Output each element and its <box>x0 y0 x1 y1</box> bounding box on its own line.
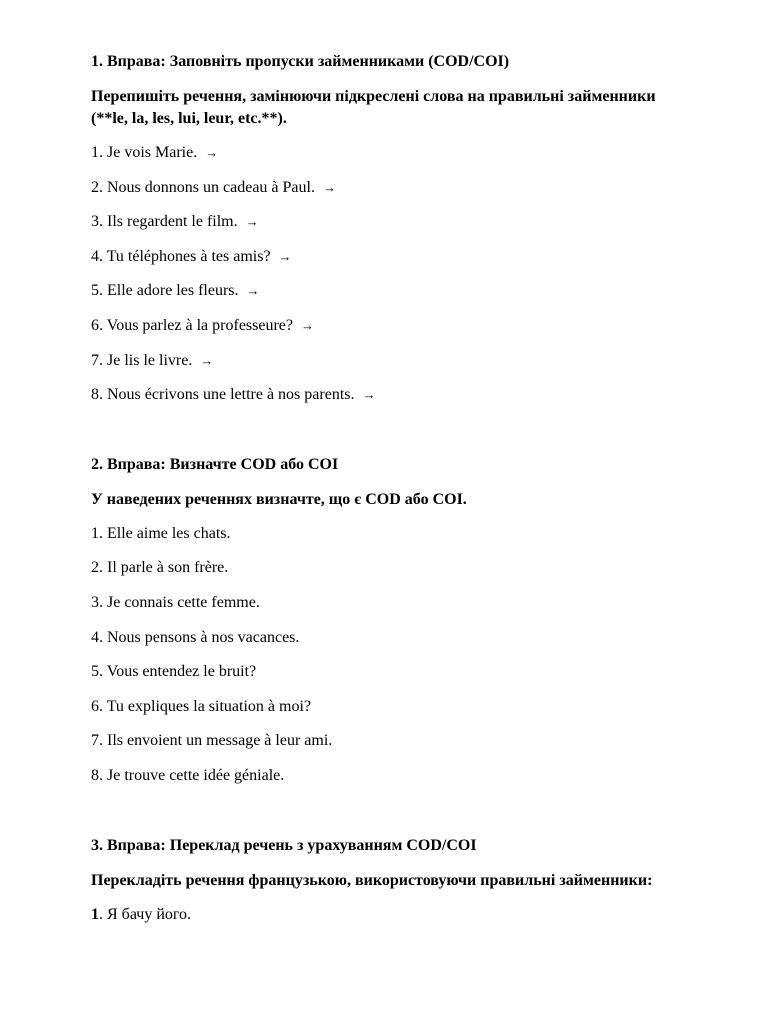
section-spacer <box>91 419 691 454</box>
exercise-2-item: 3. Je connais cette femme. <box>91 593 260 611</box>
exercise-1-item <box>91 211 691 233</box>
sentence-text: 7. Je lis le livre. <box>91 351 193 369</box>
exercise-1-item <box>91 350 691 372</box>
exercise-1-title: 1. Вправа: Заповніть пропуски займенниками (COD/COI) <box>91 53 510 70</box>
sentence-text: 2. Nous donnons un cadeau à Paul. <box>91 178 315 196</box>
exercise-1-item <box>91 142 691 164</box>
sentence-text: 8. Nous écrivons une lettre à nos parents. <box>91 386 355 404</box>
arrow-icon: → <box>362 387 376 403</box>
exercise-2-instruction: У наведених реченнях визначте, що є COD або COI. <box>91 490 467 508</box>
exercise-2-item: 7. Ils envoient un message à leur ami. <box>91 732 333 750</box>
exercise-1-item <box>91 280 691 302</box>
arrow-icon: → <box>246 283 260 299</box>
exercise-3-title: 3. Вправа: Переклад речень з урахуванням COD/COI <box>91 836 477 854</box>
arrow-icon: → <box>205 145 219 160</box>
sentence-text: 1. Je vois Marie. <box>91 144 198 161</box>
exercise-3-item <box>91 904 691 926</box>
exercise-2-item: 6. Tu expliques la situation à moi? <box>91 697 311 715</box>
exercise-2-item: 8. Je trouve cette idée géniale. <box>91 766 285 784</box>
section-spacer <box>91 800 691 835</box>
item-number: 1 <box>91 905 99 923</box>
arrow-icon: → <box>245 214 259 230</box>
exercise-1-item <box>91 177 691 199</box>
exercise-1-instruction: Перепишіть речення, замінюючи підкреслені слова на правильні займенники (**le, la, les, lui, leur, etc.**). <box>91 88 656 127</box>
arrow-icon: → <box>301 317 314 333</box>
exercise-2-item: 1. Elle aime les chats. <box>91 524 231 542</box>
exercise-1-item <box>91 384 691 406</box>
exercise-1-item <box>91 246 691 268</box>
document-page <box>91 51 691 938</box>
exercise-2-title: 2. Вправа: Визначте COD або COI <box>91 455 339 473</box>
sentence-text: . Я бачу його. <box>99 905 192 923</box>
exercise-3-instruction: Перекладіть речення французькою, використовуючи правильні займенники: <box>91 871 653 889</box>
sentence-text: 6. Vous parlez à la professeure? <box>91 316 293 334</box>
sentence-text: 4. Tu téléphones à tes amis? <box>91 247 271 265</box>
exercise-2-item: 4. Nous pensons à nos vacances. <box>91 628 300 646</box>
arrow-icon: → <box>322 179 336 195</box>
sentence-text: 5. Elle adore les fleurs. <box>91 282 239 300</box>
exercise-2-item: 5. Vous entendez le bruit? <box>91 663 257 681</box>
sentence-text: 3. Ils regardent le film. <box>91 213 238 231</box>
exercise-2-item: 2. Il parle à son frère. <box>91 559 229 577</box>
arrow-icon: → <box>278 248 292 264</box>
arrow-icon: → <box>200 352 214 368</box>
exercise-1 <box>91 51 691 406</box>
exercise-1-item <box>91 315 691 337</box>
exercise-3 <box>91 835 691 926</box>
exercise-2 <box>91 454 691 787</box>
